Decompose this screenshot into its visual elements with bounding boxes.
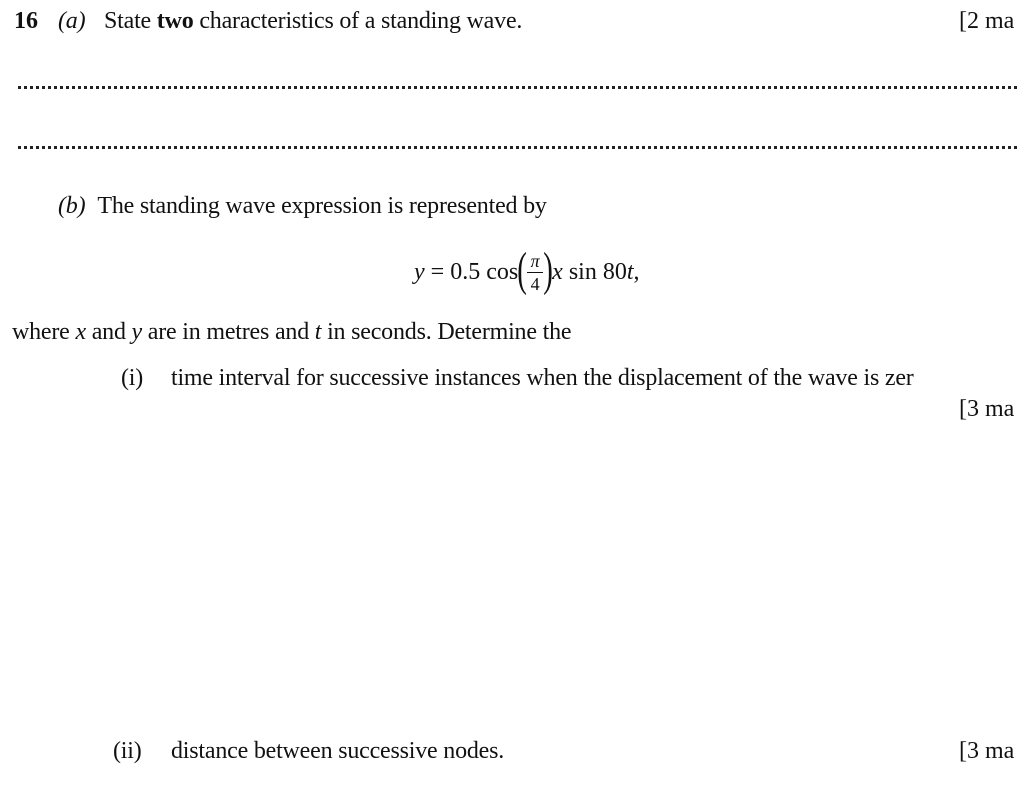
question-number: 16 [14,8,38,34]
variable-definitions [12,319,571,346]
equation-t: t [626,258,634,285]
pi-over-four-fraction [527,252,543,293]
equation-lhs: y [414,258,425,285]
equation-sin: sin 80 [562,258,627,285]
answer-line-2 [18,146,1017,149]
sub-ii-text: distance between successive nodes. [171,738,505,764]
where-4: in seconds. Determine the [321,319,572,345]
left-paren: ( [517,243,527,296]
part-a-marks [959,8,1014,35]
sub-i-marks: [3 ma [959,396,1015,422]
where-y: y [131,319,142,345]
answer-line-1 [18,86,1017,89]
sub-ii-label: (ii) [113,738,142,764]
right-paren: ) [543,243,553,296]
standing-wave-equation [414,244,640,300]
equation-x: x [552,258,563,285]
part-b-intro: The standing wave expression is represented by [97,193,547,219]
where-2: and [85,319,132,345]
part-a-text-before: State [104,8,157,34]
part-a-label [58,8,85,35]
where-1: where [12,319,76,345]
where-3: are in metres and [142,319,315,345]
where-t: t [314,319,322,345]
part-a-question [104,8,522,35]
part-b-heading [58,193,547,220]
where-x: x [75,319,86,345]
part-b-label: (b) [58,193,86,219]
part-a-marks-text: [2 ma [959,8,1015,34]
sub-i-label: (i) [121,365,144,391]
part-a-text-after: characteristics of a standing wave. [193,8,523,34]
equation-amplitude-cos: = 0.5 cos [424,258,519,285]
part-a-text-bold: two [156,8,194,34]
part-a-label-text: (a) [58,8,86,34]
fraction-denominator: 4 [530,273,540,294]
fraction-numerator: π [530,250,540,271]
sub-i-text: time interval for successive instances when the displacement of the wave is zer [171,365,914,391]
sub-ii-marks: [3 ma [959,738,1015,764]
equation-end: , [633,258,640,285]
